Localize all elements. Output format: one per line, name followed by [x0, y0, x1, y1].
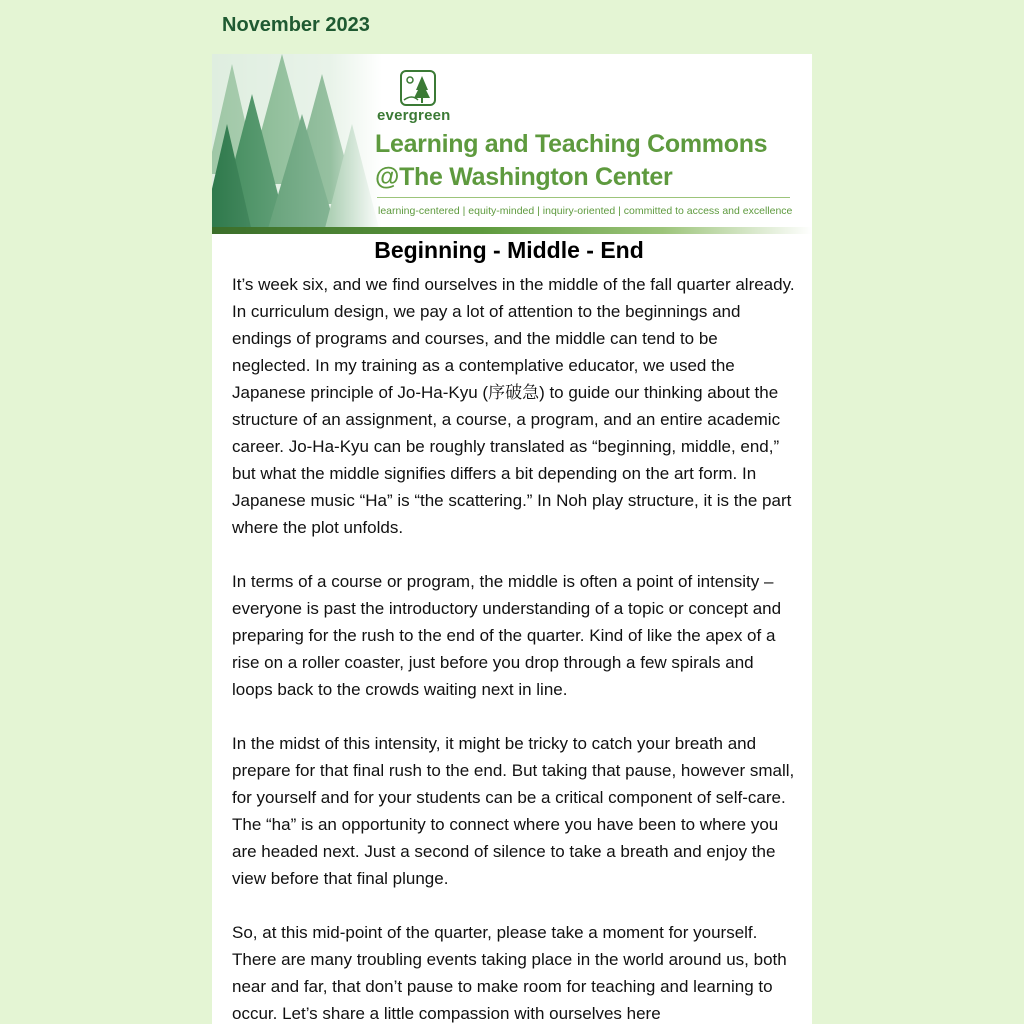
evergreen-tree-logo-icon — [400, 70, 436, 106]
banner-title-line-2: @The Washington Center — [375, 163, 673, 191]
article-paragraph-1: It’s week six, and we find ourselves in the middle of the fall quarter already. In curriculum design, we pay a lot of attention to the beginnings and endings of programs and courses, and the middle can tend to be neglected. In my training as a contemplative educator, we used the Japanese principle of Jo-Ha-Kyu (序破急) to guide our thinking about the structure of an assignment, a course, a program, and an entire academic career. Jo-Ha-Kyu can be roughly translated as “beginning, middle, end,” but what the middle signifies differs a bit depending on the art form. In Japanese music “Ha” is “the scattering.” In Noh play structure, it is the part where the plot unfolds. — [232, 275, 795, 537]
banner-title-line-1: Learning and Teaching Commons — [375, 130, 768, 158]
article-title: Beginning - Middle - End — [374, 237, 644, 263]
header-banner — [212, 54, 812, 234]
banner-bottom-bar — [212, 227, 812, 234]
newsletter-date: November 2023 — [222, 14, 370, 36]
newsletter-card — [212, 54, 812, 1024]
evergreen-wordmark: evergreen — [377, 107, 451, 124]
article-paragraph-2: In terms of a course or program, the middle is often a point of intensity – everyone is past the introductory understanding of a topic or concept and preparing for the rush to the end of the quarter. Kind of like the apex of a rise on a roller coaster, just before you drop through a few spirals and loops back to the crowds waiting next in line. — [232, 572, 782, 699]
article-body — [232, 271, 798, 1024]
banner-divider — [377, 197, 790, 198]
banner-tagline: learning-centered | equity-minded | inquiry-oriented | committed to access and excellence — [378, 205, 793, 217]
article-paragraph-3: In the midst of this intensity, it might be tricky to catch your breath and prepare for that final rush to the end. But taking that pause, however small, for yourself and for your students can be a critical component of self-care. The “ha” is an opportunity to connect where you have been to where you are headed next. Just a second of silence to take a breath and enjoy the view before that final plunge. — [232, 734, 795, 888]
evergreen-forest-icon — [212, 54, 382, 234]
article-paragraph-4: So, at this mid-point of the quarter, please take a moment for yourself. There are many troubling events taking place in the world around us, both near and far, that don’t pause to make room for teaching and learning to occur. Let’s share a little compassion with ourselves here — [232, 923, 787, 1023]
